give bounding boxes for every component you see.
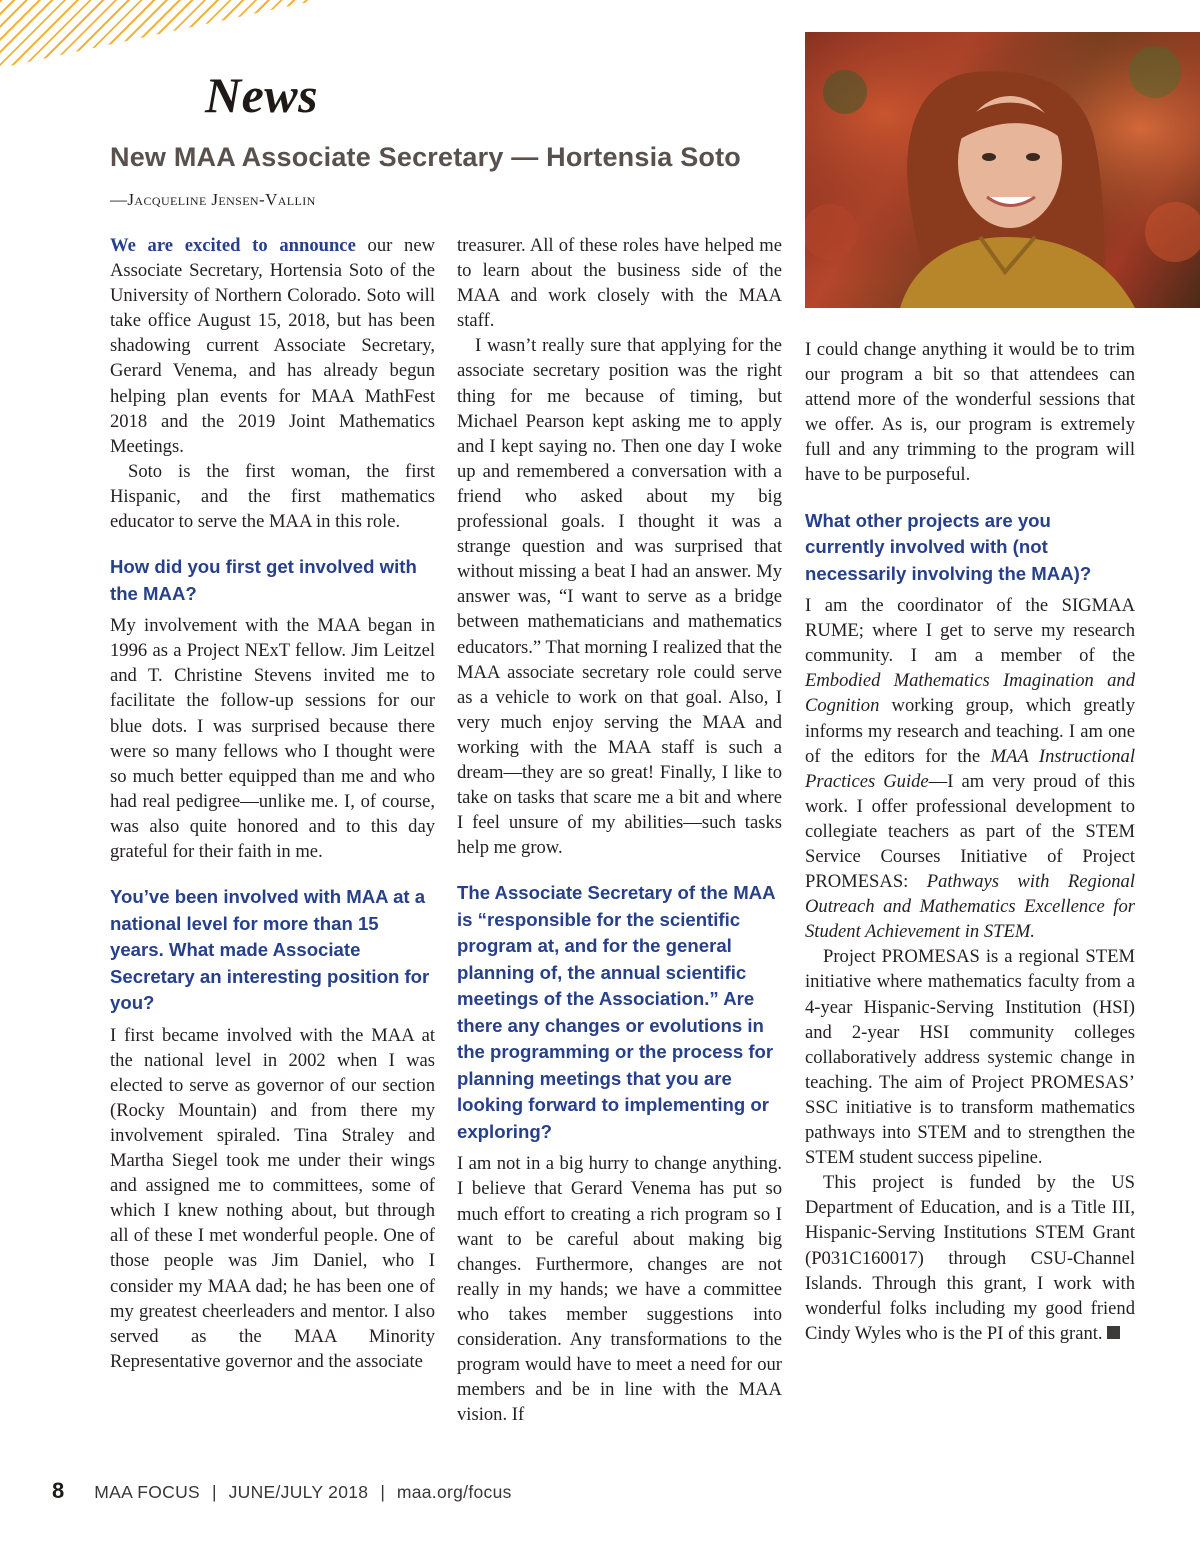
portrait-illustration bbox=[805, 32, 1200, 308]
italic-title: MAA Instructional Practices Guide bbox=[805, 745, 1135, 792]
page-footer bbox=[52, 1478, 512, 1504]
question-heading: How did you first get involved with the MAA? bbox=[110, 556, 417, 604]
lead-in: We are excited to announce bbox=[110, 235, 356, 256]
column-3 bbox=[805, 337, 1135, 1346]
closing-paragraph bbox=[805, 1170, 1135, 1346]
answer-text: —I am very proud of this work. I offer professional development to collegiate teachers as part of the STEM Service Courses Initiative of Project PROMESAS: bbox=[805, 770, 1135, 893]
paragraph: Soto is the first woman, the first Hispanic, and the first mathematics educator to serve the MAA in this role. bbox=[110, 460, 435, 533]
paragraph: I could change anything it would be to trim our program a bit so that attendees can attend more of the wonderful sessions that we offer. As is, our program is extremely full and any trimming to the program will have to be purposeful. bbox=[805, 339, 1135, 486]
answer-paragraph: My involvement with the MAA began in 1996 as a Project NExT fellow. Jim Leitzel and T. Christine Stevens invited me to facilitate the follow-up sessions for our blue dots. I was surprised because there were so many fellows who I thought were so much better equipped than me and who had real pedigree—unlike me. I, of course, was also quite honored and to this day grateful for their faith in me. bbox=[110, 615, 435, 862]
answer-text: working group, which greatly informs my research and teaching. I am one of the editors for the bbox=[805, 695, 1135, 767]
answer-paragraph: I am not in a big hurry to change anything. I believe that Gerard Venema has put so much effort to creating a rich program so I want to be careful about making big changes. Furthermore, changes are not really in my hands; we have a committee who takes member suggestions into consideration. Any transformations to the program would have to meet a need for our members and be in line with the MAA vision. If bbox=[457, 1153, 782, 1426]
italic-title: Embodied Mathematics Imagination and Cognition bbox=[805, 670, 1135, 717]
section-title: News bbox=[205, 67, 319, 123]
paragraph: I wasn’t really sure that applying for the associate secretary position was the right thing for me because of timing, but Michael Pearson kept asking me to apply and I kept saying no. Then one day I woke up and remembered a conversation with a friend who asked about my big professional goals. I thought it was a strange question and was surprised that without missing a beat I had an answer. My answer was, “I want to serve as a bridge between mathematicians and mathematics educators.” That morning I realized that the MAA associate secretary role could serve as a vehicle to work on that goal. Also, I very much enjoy serving the MAA and working with the MAA staff is such a dream—they are so great! Finally, I like to take on tasks that scare me a bit and where I feel unsure of my abilities—such tasks help me grow. bbox=[457, 335, 782, 859]
italic-title: Pathways with Regional Outreach and Mathematics Excellence for Student Achievement in STEM. bbox=[805, 871, 1135, 943]
column-2 bbox=[457, 233, 782, 1427]
footer-separator: | bbox=[212, 1482, 217, 1502]
issue-date: JUNE/JULY 2018 bbox=[228, 1482, 369, 1502]
column-1 bbox=[110, 233, 435, 1374]
question-heading: The Associate Secretary of the MAA is “responsible for the scientific program at, and for the general planning of, the annual scientific meetings of the Association.” Are there any changes or evolutions in the programming or the process for planning meetings that you are looking forward to implementing or exploring? bbox=[457, 882, 775, 1142]
question-heading: You’ve been involved with MAA at a national level for more than 15 years. What made Associate Secretary an interesting position for you? bbox=[110, 886, 430, 1014]
paragraph: treasurer. All of these roles have helped me to learn about the business side of the MAA and work closely with the MAA staff. bbox=[457, 235, 782, 332]
portrait-photo bbox=[805, 32, 1200, 308]
question-heading: What other projects are you currently involved with (not necessarily involving the MAA)? bbox=[805, 509, 1092, 584]
intro-text: our new Associate Secretary, Hortensia Soto of the University of Northern Colorado. Soto will take office August 15, 2018, but has been shadowing current Associate Secretary, Gerard Venema, and has already begun helping plan events for MAA MathFest 2018 and the 2019 Joint Mathematics Meetings. bbox=[110, 235, 436, 457]
answer-paragraph bbox=[805, 593, 1135, 944]
byline: —Jacqueline Jensen-Vallin bbox=[110, 190, 316, 209]
closing-text: This project is funded by the US Department of Education, and is a Title III, Hispanic-Serving Institutions STEM Grant (P031C160017) through CSU-Channel Islands. Through this grant, I work with wonderful folks including my good friend Cindy Wyles who is the PI of this grant. bbox=[805, 1172, 1135, 1344]
footer-separator: | bbox=[380, 1482, 385, 1502]
decorative-stripes bbox=[0, 0, 318, 68]
answer-text: I am the coordinator of the SIGMAA RUME; where I get to serve my research community. I am a member of the bbox=[805, 595, 1135, 667]
article-headline: New MAA Associate Secretary — Hortensia Soto bbox=[110, 142, 741, 172]
answer-paragraph: I first became involved with the MAA at the national level in 2002 when I was elected to serve as governor of our section (Rocky Mountain) and from there my involvement spiraled. Tina Straley and Martha Siegel took me under their wings and assigned me to committees, some of which I knew nothing about, but through all of these I met wonderful people. One of those people was Jim Daniel, who I consider my MAA dad; he has been one of my greatest cheerleaders and mentor. I also served as the MAA Minority Representative governor and the associate bbox=[110, 1024, 435, 1372]
page-number: 8 bbox=[52, 1478, 65, 1503]
end-mark-icon bbox=[1107, 1326, 1120, 1339]
footer-link[interactable]: maa.org/focus bbox=[396, 1482, 512, 1502]
paragraph: Project PROMESAS is a regional STEM initiative where mathematics faculty from a 4-year Hispanic-Serving Institution (HSI) and 2-year HSI community colleges collaboratively address systemic change in teaching. The aim of Project PROMESAS’ SSC initiative is to transform mathematics pathways into STEM and to strengthen the STEM student success pipeline. bbox=[805, 946, 1135, 1169]
publication-name: MAA FOCUS bbox=[94, 1482, 201, 1502]
intro-paragraph bbox=[110, 233, 435, 459]
